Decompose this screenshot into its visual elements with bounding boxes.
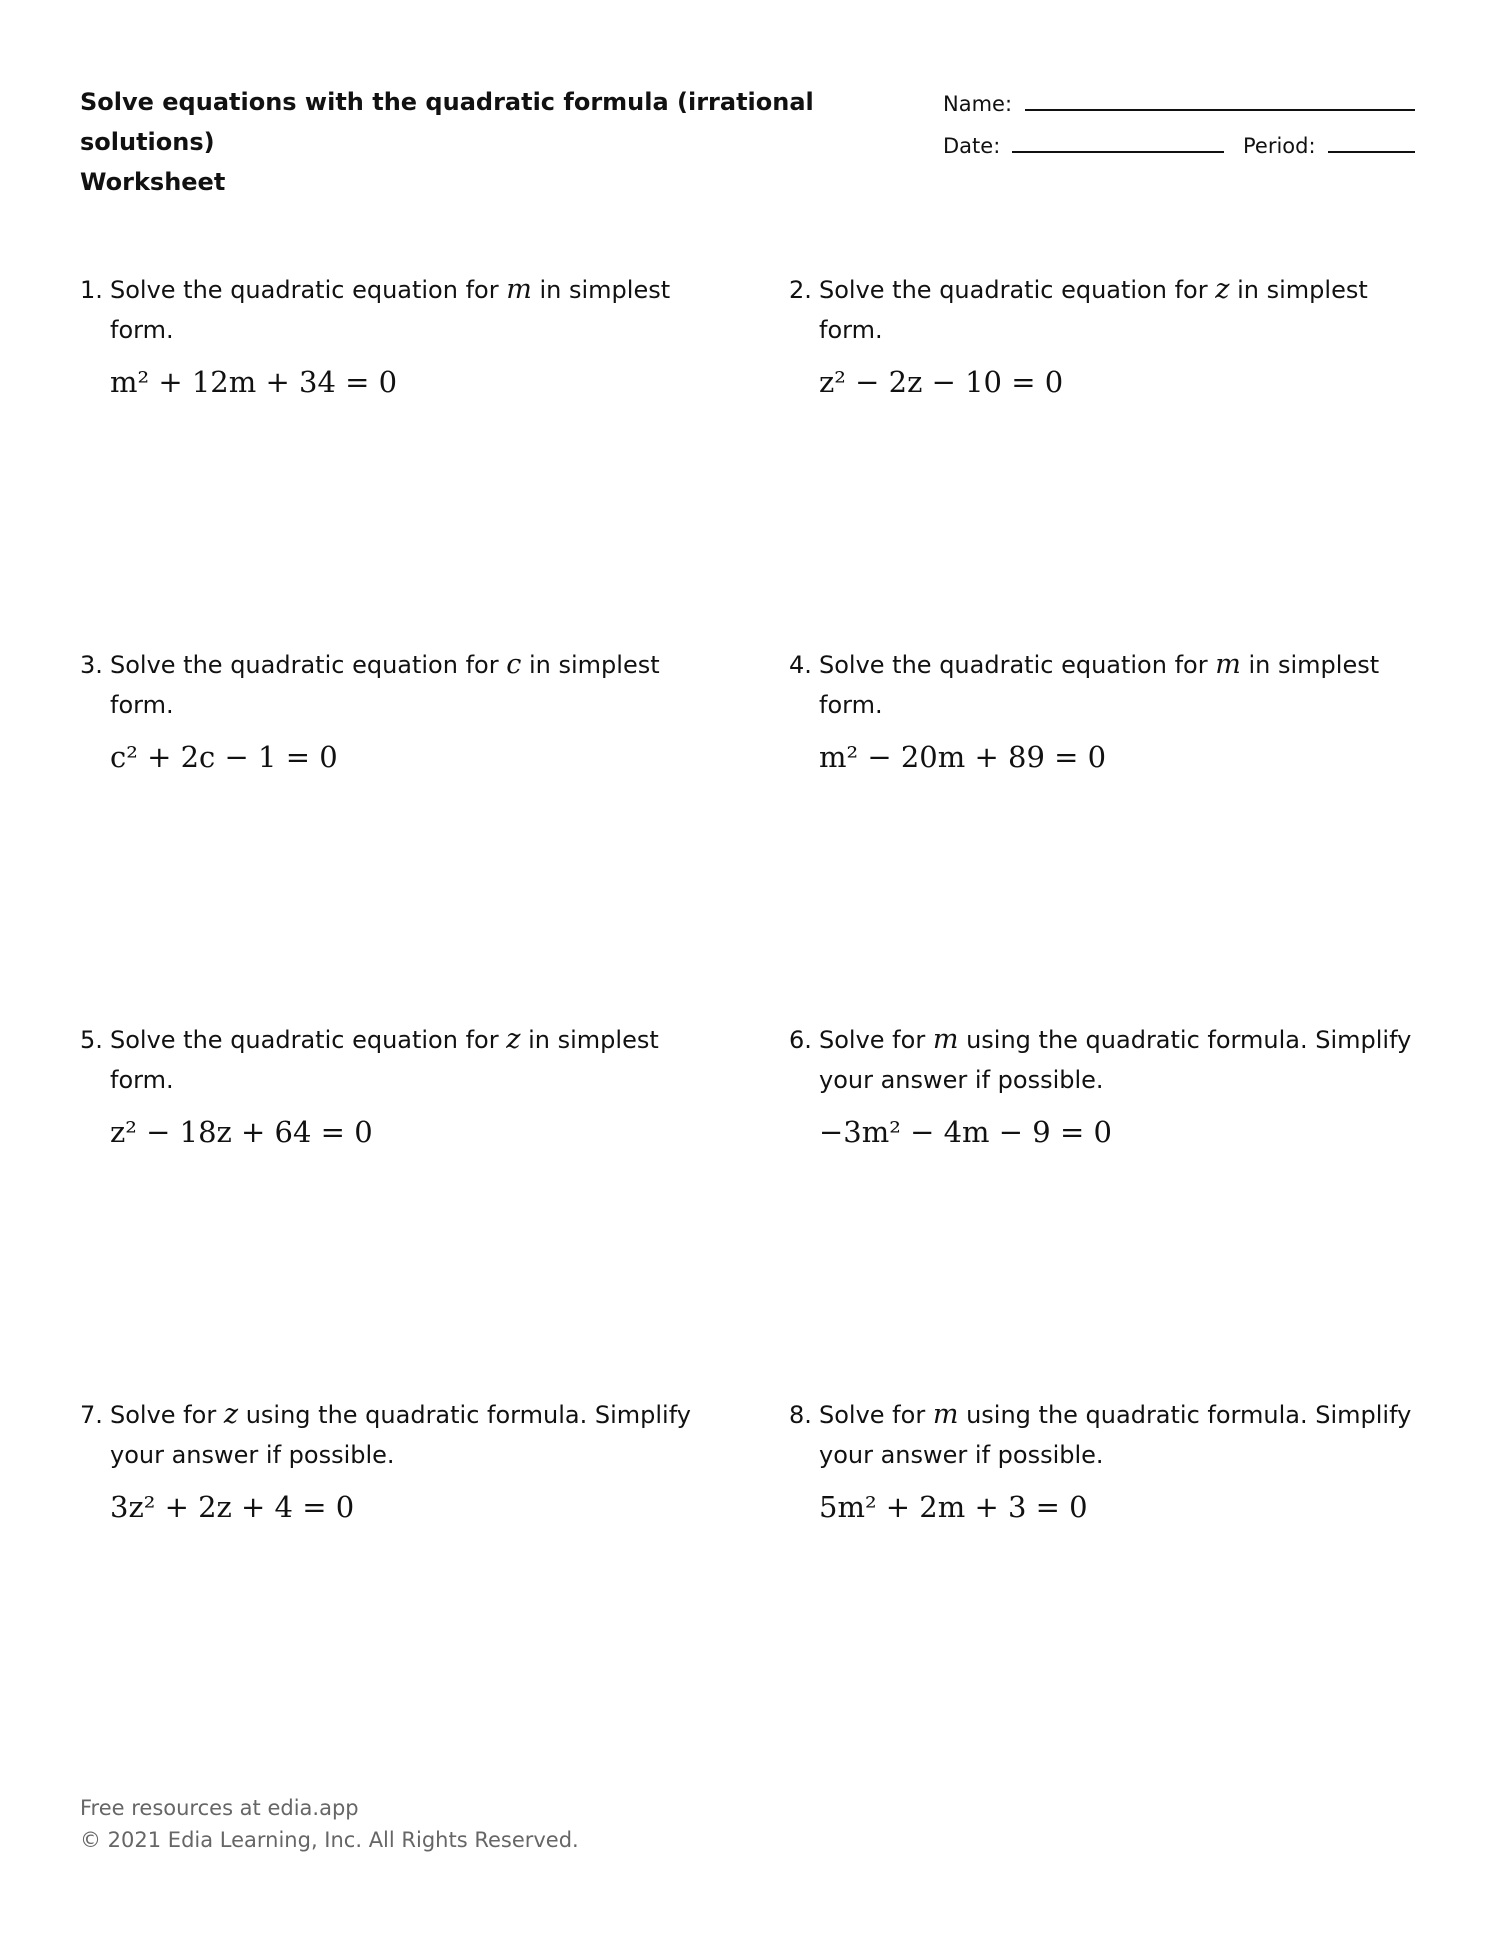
prompt-text: Solve for bbox=[819, 1401, 926, 1429]
prompt-text-line2: form. bbox=[110, 1066, 174, 1094]
equation: m² + 12m + 34 = 0 bbox=[110, 365, 398, 399]
problem-prompt bbox=[80, 1020, 720, 1100]
prompt-text-after: using the quadratic formula. Simplify bbox=[245, 1401, 691, 1429]
equation: z² − 2z − 10 = 0 bbox=[819, 365, 1064, 399]
problem-prompt bbox=[80, 270, 720, 350]
prompt-text-after: in simplest bbox=[539, 276, 671, 304]
prompt-text: Solve for bbox=[110, 1401, 217, 1429]
period-label: Period: bbox=[1243, 134, 1316, 158]
name-field-line[interactable] bbox=[1025, 109, 1415, 111]
prompt-text-line2: form. bbox=[110, 316, 174, 344]
prompt-text: Solve the quadratic equation for bbox=[819, 276, 1208, 304]
prompt-text-after: in simplest bbox=[1248, 651, 1380, 679]
problem-number: 4. bbox=[789, 651, 812, 679]
prompt-text: Solve the quadratic equation for bbox=[110, 276, 499, 304]
prompt-text-after: in simplest bbox=[528, 1026, 659, 1054]
title-line-2: Worksheet bbox=[80, 168, 226, 196]
problem-number: 5. bbox=[80, 1026, 103, 1054]
problem-1 bbox=[80, 270, 720, 402]
prompt-text-line2: form. bbox=[819, 691, 883, 719]
title-line-1: Solve equations with the quadratic formula (irrational solutions) bbox=[80, 88, 814, 156]
problem-number: 1. bbox=[80, 276, 103, 304]
prompt-text-line2: form. bbox=[819, 316, 883, 344]
prompt-text: Solve for bbox=[819, 1026, 926, 1054]
prompt-variable: z bbox=[1215, 274, 1230, 305]
equation: −3m² − 4m − 9 = 0 bbox=[819, 1115, 1112, 1149]
prompt-text-after: in simplest bbox=[1237, 276, 1368, 304]
problem-3 bbox=[80, 645, 720, 777]
prompt-text-line2: your answer if possible. bbox=[819, 1441, 1104, 1469]
problem-number: 2. bbox=[789, 276, 812, 304]
name-label: Name: bbox=[943, 92, 1013, 116]
problem-prompt bbox=[789, 1395, 1429, 1475]
problem-5 bbox=[80, 1020, 720, 1152]
problem-8 bbox=[789, 1395, 1429, 1527]
problem-prompt bbox=[789, 645, 1429, 725]
footer-copyright: © 2021 Edia Learning, Inc. All Rights Reserved. bbox=[80, 1828, 579, 1852]
date-label: Date: bbox=[943, 134, 1001, 158]
problem-prompt bbox=[80, 645, 720, 725]
problem-6 bbox=[789, 1020, 1429, 1152]
prompt-variable: m bbox=[506, 274, 532, 305]
problem-number: 8. bbox=[789, 1401, 812, 1429]
equation: m² − 20m + 89 = 0 bbox=[819, 740, 1107, 774]
problem-number: 6. bbox=[789, 1026, 812, 1054]
prompt-variable: m bbox=[932, 1024, 959, 1055]
equation: c² + 2c − 1 = 0 bbox=[110, 740, 338, 774]
prompt-text-line2: your answer if possible. bbox=[819, 1066, 1104, 1094]
prompt-text: Solve the quadratic equation for bbox=[819, 651, 1208, 679]
prompt-text-line2: form. bbox=[110, 691, 174, 719]
equation: z² − 18z + 64 = 0 bbox=[110, 1115, 373, 1149]
date-field-line[interactable] bbox=[1012, 151, 1224, 153]
prompt-text: Solve the quadratic equation for bbox=[110, 1026, 499, 1054]
footer-resources-link[interactable]: Free resources at edia.app bbox=[80, 1796, 359, 1820]
prompt-text-after: using the quadratic formula. Simplify bbox=[966, 1026, 1412, 1054]
period-field-line[interactable] bbox=[1328, 151, 1415, 153]
equation: 5m² + 2m + 3 = 0 bbox=[819, 1490, 1088, 1524]
problem-2 bbox=[789, 270, 1429, 402]
problem-number: 3. bbox=[80, 651, 103, 679]
prompt-variable: z bbox=[506, 1024, 521, 1055]
problem-prompt bbox=[789, 270, 1429, 350]
prompt-text-after: in simplest bbox=[529, 651, 660, 679]
equation: 3z² + 2z + 4 = 0 bbox=[110, 1490, 355, 1524]
problem-4 bbox=[789, 645, 1429, 777]
problem-prompt bbox=[80, 1395, 720, 1475]
footer bbox=[80, 1792, 579, 1856]
prompt-text: Solve the quadratic equation for bbox=[110, 651, 499, 679]
prompt-variable: z bbox=[223, 1399, 239, 1430]
problem-7 bbox=[80, 1395, 720, 1527]
prompt-variable: m bbox=[932, 1399, 959, 1430]
prompt-variable: c bbox=[506, 649, 522, 680]
prompt-text-after: using the quadratic formula. Simplify bbox=[966, 1401, 1412, 1429]
problem-prompt bbox=[789, 1020, 1429, 1100]
prompt-variable: m bbox=[1215, 649, 1241, 680]
page-title bbox=[80, 82, 900, 202]
prompt-text-line2: your answer if possible. bbox=[110, 1441, 395, 1469]
problem-number: 7. bbox=[80, 1401, 103, 1429]
